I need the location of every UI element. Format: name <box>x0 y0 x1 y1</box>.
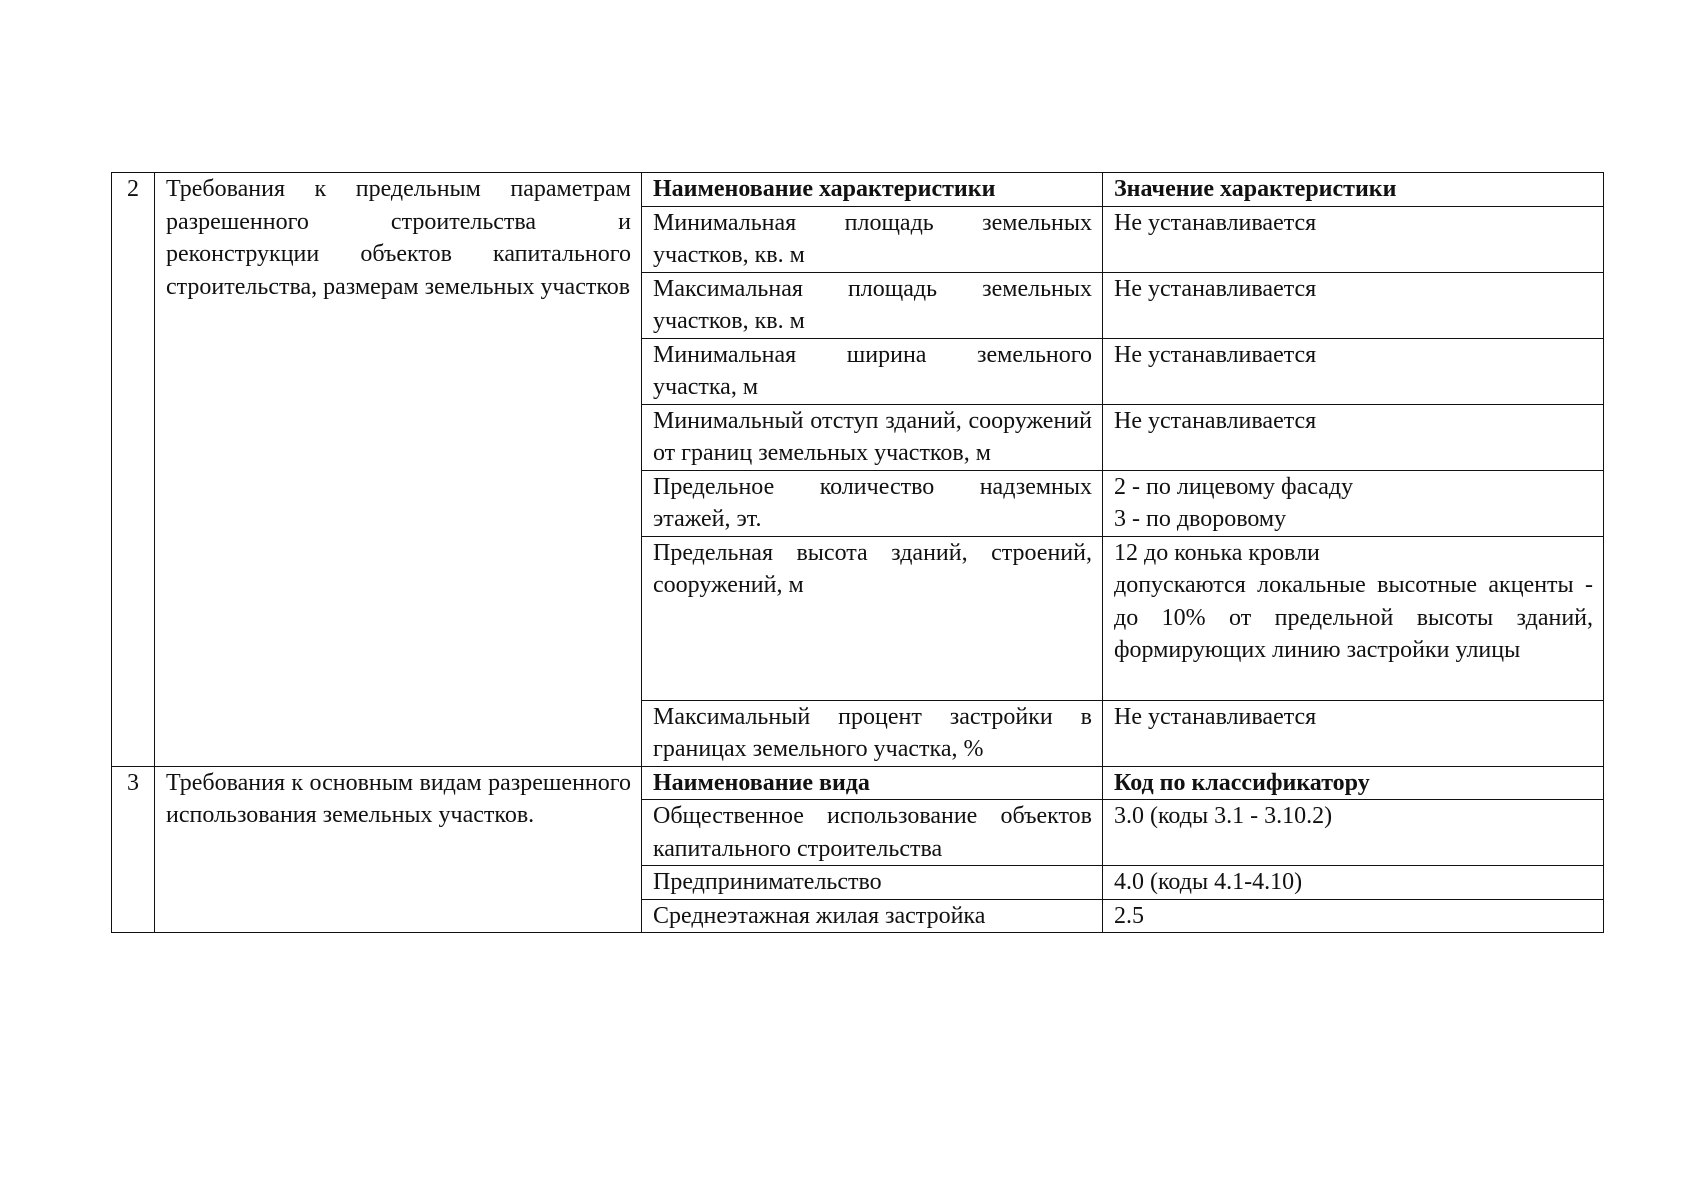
characteristic-name: Предельное количество надземных этажей, эт. <box>642 470 1103 536</box>
use-type-code: 4.0 (коды 4.1-4.10) <box>1103 866 1604 900</box>
characteristic-value <box>1103 470 1604 536</box>
requirement-text: Требования к предельным параметрам разрешенного строительства и реконструкции объектов капитального строительства, размерам земельных участков <box>155 173 642 767</box>
use-type-code: 3.0 (коды 3.1 - 3.10.2) <box>1103 800 1604 866</box>
use-type-code: 2.5 <box>1103 899 1604 933</box>
column-header-value: Значение характеристики <box>1103 173 1604 207</box>
value-line: допускаются локальные высотные акценты - до 10% от предельной высоты зданий, формирующих линию застройки улицы <box>1114 572 1593 663</box>
characteristic-name: Минимальный отступ зданий, сооружений от границ земельных участков, м <box>642 404 1103 470</box>
section-number: 2 <box>112 173 155 767</box>
column-header-name: Наименование характеристики <box>642 173 1103 207</box>
characteristic-value: Не устанавливается <box>1103 272 1604 338</box>
characteristic-value: Не устанавливается <box>1103 206 1604 272</box>
column-header-value: Код по классификатору <box>1103 766 1604 800</box>
characteristic-name: Минимальная ширина земельного участка, м <box>642 338 1103 404</box>
value-line: 3 - по дворовому <box>1114 506 1287 532</box>
characteristic-name: Минимальная площадь земельных участков, кв. м <box>642 206 1103 272</box>
use-type-name: Среднеэтажная жилая застройка <box>642 899 1103 933</box>
characteristic-value: Не устанавливается <box>1103 404 1604 470</box>
table-row <box>112 173 1604 207</box>
use-type-name: Общественное использование объектов капитального строительства <box>642 800 1103 866</box>
characteristic-value <box>1103 536 1604 700</box>
characteristic-name: Максимальная площадь земельных участков, кв. м <box>642 272 1103 338</box>
column-header-name: Наименование вида <box>642 766 1103 800</box>
table-row <box>112 766 1604 800</box>
characteristic-value: Не устанавливается <box>1103 338 1604 404</box>
characteristic-name: Предельная высота зданий, строений, сооружений, м <box>642 536 1103 700</box>
use-type-name: Предпринимательство <box>642 866 1103 900</box>
section-number: 3 <box>112 766 155 933</box>
requirement-text: Требования к основным видам разрешенного использования земельных участков. <box>155 766 642 933</box>
value-line: 2 - по лицевому фасаду <box>1114 473 1354 500</box>
regulations-table <box>111 172 1604 933</box>
characteristic-name: Максимальный процент застройки в границах земельного участка, % <box>642 700 1103 766</box>
characteristic-value: Не устанавливается <box>1103 700 1604 766</box>
value-line: 12 до конька кровли <box>1114 539 1320 566</box>
